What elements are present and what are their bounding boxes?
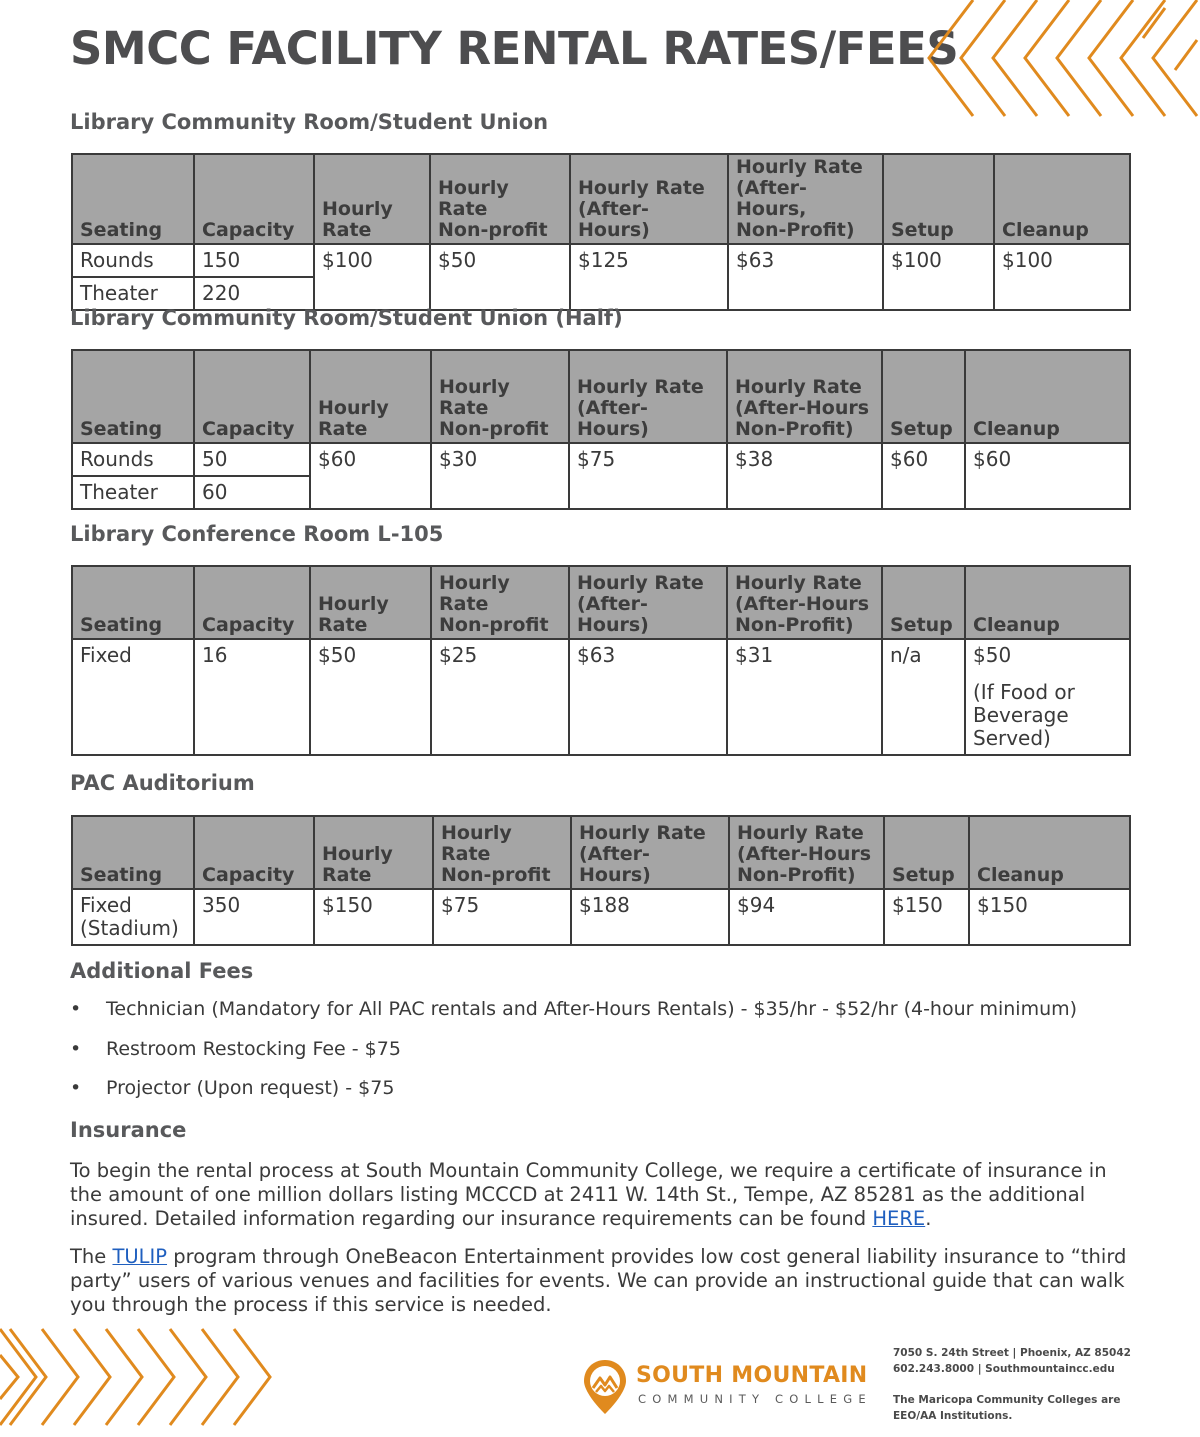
table-row (72, 244, 1130, 277)
header-nonprofit-rate: Hourly Rate Non-profit (430, 154, 570, 244)
header-setup: Setup (882, 350, 965, 443)
cell-seating: Theater (72, 277, 194, 310)
rate-table (71, 815, 1131, 946)
cell-seating: Rounds (72, 443, 194, 476)
header-cleanup: Cleanup (965, 566, 1130, 639)
cell-cleanup: $60 (965, 443, 1130, 509)
table-header-row (72, 566, 1130, 639)
cell-capacity: 50 (194, 443, 310, 476)
table-header-row (72, 154, 1130, 244)
cell-setup: $100 (883, 244, 994, 310)
section-title: PAC Auditorium (70, 771, 255, 795)
header-after-hours-rate: Hourly Rate (After-Hours) (570, 154, 728, 244)
cell-nonprofit-rate: $25 (431, 639, 569, 755)
table-row (72, 889, 1130, 945)
cell-cleanup: $50 (If Food or Beverage Served) (965, 639, 1130, 755)
header-hourly-rate: Hourly Rate (310, 566, 431, 639)
header-after-hours-nonprofit-rate: Hourly Rate (After-Hours Non-Profit) (727, 350, 882, 443)
cell-after-hours-nonprofit-rate: $38 (727, 443, 882, 509)
header-cleanup: Cleanup (969, 816, 1130, 889)
footer-eeo-line-2: EEO/AA Institutions. (893, 1410, 1013, 1422)
header-after-hours-rate: Hourly Rate (After-Hours) (569, 566, 727, 639)
header-nonprofit-rate: Hourly Rate Non-profit (433, 816, 571, 889)
tulip-paragraph: The TULIP program through OneBeacon Entertainment provides low cost general liability insurance to “third party” users of various venues and facilities for events. We can provide an instructional guide that can walk you through the process if this service is needed. (70, 1245, 1127, 1316)
header-after-hours-nonprofit-rate: Hourly Rate (After-Hours Non-Profit) (727, 566, 882, 639)
header-setup: Setup (884, 816, 969, 889)
insurance-paragraph: To begin the rental process at South Mountain Community College, we require a certificate of insurance in the amount of one million dollars listing MCCCD at 2411 W. 14th St., Tempe, AZ 85281 as the additional insured. Detailed information regarding our insurance requirements can be found HERE. (70, 1159, 1107, 1230)
tulip-link[interactable]: TULIP (112, 1245, 168, 1268)
rate-table (71, 349, 1131, 510)
logo-subtitle: COMMUNITY COLLEGE (638, 1392, 872, 1406)
cleanup-note: (If Food or Beverage Served) (973, 680, 1075, 750)
cell-nonprofit-rate: $50 (430, 244, 570, 310)
footer-eeo-line-1: The Maricopa Community Colleges are (893, 1394, 1121, 1406)
cell-setup: n/a (882, 639, 965, 755)
cell-after-hours-rate: $125 (570, 244, 728, 310)
cell-capacity: 350 (194, 889, 314, 945)
table-row (72, 639, 1130, 755)
table-header-row (72, 816, 1130, 889)
cell-nonprofit-rate: $75 (433, 889, 571, 945)
header-capacity: Capacity (194, 350, 310, 443)
bullet-icon: • (70, 998, 82, 1020)
cell-hourly-rate: $100 (314, 244, 430, 310)
header-seating: Seating (72, 350, 194, 443)
cell-after-hours-rate: $63 (569, 639, 727, 755)
insurance-title: Insurance (70, 1118, 187, 1142)
header-cleanup: Cleanup (994, 154, 1130, 244)
header-capacity: Capacity (194, 816, 314, 889)
section-title: Library Community Room/Student Union (Half) (70, 306, 623, 330)
cell-setup: $60 (882, 443, 965, 509)
footer-contact: 602.243.8000 | Southmountaincc.edu (893, 1363, 1115, 1375)
footer-address: 7050 S. 24th Street | Phoenix, AZ 85042 (893, 1347, 1131, 1359)
cell-after-hours-nonprofit-rate: $31 (727, 639, 882, 755)
table-header-row (72, 350, 1130, 443)
header-seating: Seating (72, 566, 194, 639)
header-hourly-rate: Hourly Rate (310, 350, 431, 443)
header-after-hours-nonprofit-rate: Hourly Rate (After-Hours, Non-Profit) (728, 154, 883, 244)
cell-after-hours-nonprofit-rate: $94 (729, 889, 884, 945)
header-hourly-rate: Hourly Rate (314, 154, 430, 244)
cell-seating: Fixed (72, 639, 194, 755)
college-logo-icon (582, 1358, 628, 1416)
cell-seating: Rounds (72, 244, 194, 277)
header-setup: Setup (882, 566, 965, 639)
logo-name: SOUTH MOUNTAIN (636, 1363, 868, 1388)
table-row (72, 443, 1130, 476)
header-nonprofit-rate: Hourly Rate Non-profit (431, 566, 569, 639)
list-item: • Restroom Restocking Fee - $75 (70, 1037, 401, 1060)
list-item: • Technician (Mandatory for All PAC rentals and After-Hours Rentals) - $35/hr - $52/hr (4-hour minimum) (70, 998, 1078, 1020)
additional-fees-title: Additional Fees (70, 959, 254, 983)
cell-capacity: 220 (194, 277, 314, 310)
cell-after-hours-rate: $188 (571, 889, 729, 945)
insurance-link-here[interactable]: HERE (872, 1207, 926, 1230)
header-after-hours-nonprofit-rate: Hourly Rate (After-Hours Non-Profit) (729, 816, 884, 889)
header-hourly-rate: Hourly Rate (314, 816, 433, 889)
header-after-hours-rate: Hourly Rate (After-Hours) (569, 350, 727, 443)
header-nonprofit-rate: Hourly Rate Non-profit (431, 350, 569, 443)
cell-hourly-rate: $150 (314, 889, 433, 945)
header-capacity: Capacity (194, 566, 310, 639)
additional-fees-list (70, 998, 1077, 1117)
cell-setup: $150 (884, 889, 969, 945)
cell-after-hours-rate: $75 (569, 443, 727, 509)
bullet-icon: • (70, 1037, 82, 1060)
cell-nonprofit-rate: $30 (431, 443, 569, 509)
cell-capacity: 150 (194, 244, 314, 277)
header-cleanup: Cleanup (965, 350, 1130, 443)
section-title: Library Community Room/Student Union (70, 110, 549, 134)
rate-table (71, 565, 1131, 756)
rate-table (71, 153, 1131, 311)
cell-hourly-rate: $60 (310, 443, 431, 509)
header-setup: Setup (883, 154, 994, 244)
cell-after-hours-nonprofit-rate: $63 (728, 244, 883, 310)
header-seating: Seating (72, 816, 194, 889)
cell-cleanup: $150 (969, 889, 1130, 945)
list-item: • Projector (Upon request) - $75 (70, 1077, 395, 1099)
cell-capacity: 60 (194, 476, 310, 509)
chevron-pattern-bottom (0, 1325, 290, 1437)
cell-capacity: 16 (194, 639, 310, 755)
cell-seating: Fixed (Stadium) (72, 889, 194, 945)
bullet-icon: • (70, 1077, 82, 1099)
cell-cleanup: $100 (994, 244, 1130, 310)
header-capacity: Capacity (194, 154, 314, 244)
chevron-pattern-top (925, 0, 1200, 135)
page-title: SMCC FACILITY RENTAL RATES/FEES (70, 22, 959, 75)
header-seating: Seating (72, 154, 194, 244)
cell-hourly-rate: $50 (310, 639, 431, 755)
section-title: Library Conference Room L-105 (70, 522, 444, 546)
cell-seating: Theater (72, 476, 194, 509)
header-after-hours-rate: Hourly Rate (After-Hours) (571, 816, 729, 889)
